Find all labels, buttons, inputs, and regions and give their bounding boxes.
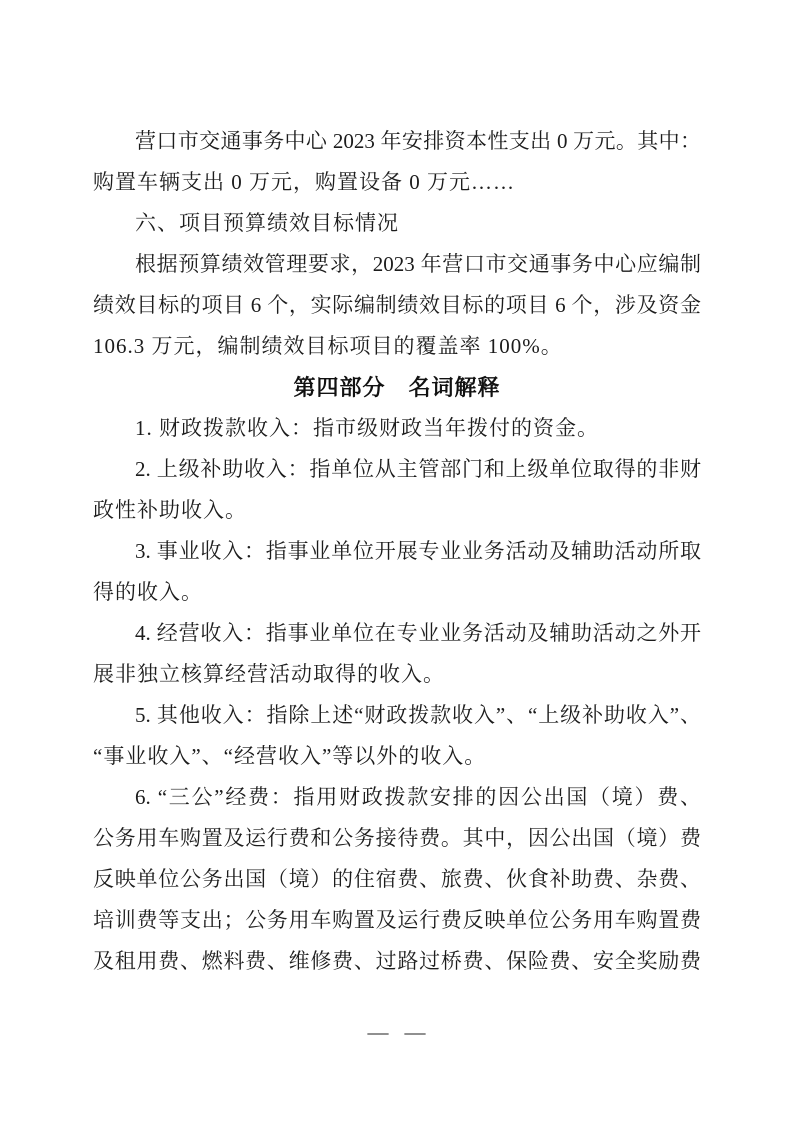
glossary-line: 培训费等支出；公务用车购置及运行费反映单位公务用车购置费 xyxy=(93,908,701,932)
section-heading: 第四部分 名词解释 xyxy=(293,375,501,400)
glossary-line: 1. 财政拨款收入：指市级财政当年拨付的资金。 xyxy=(135,416,599,440)
glossary-line: 及租用费、燃料费、维修费、过路过桥费、保险费、安全奖励费 xyxy=(93,949,701,973)
glossary-line: 反映单位公务出国（境）的住宿费、旅费、伙食补助费、杂费、 xyxy=(93,867,701,891)
glossary-line: 5. 其他收入：指除上述“财政拨款收入”、“上级补助收入”、 xyxy=(135,703,701,727)
glossary-line: 政性补助收入。 xyxy=(93,498,247,522)
glossary-line: 4. 经营收入：指事业单位在专业业务活动及辅助活动之外开 xyxy=(135,621,701,645)
page-number-dash-left: — xyxy=(367,1020,389,1044)
glossary-line: 得的收入。 xyxy=(93,580,203,604)
glossary-line: 2. 上级补助收入：指单位从主管部门和上级单位取得的非财 xyxy=(135,457,701,481)
glossary-line: 3. 事业收入：指事业单位开展专业业务活动及辅助活动所取 xyxy=(135,539,701,563)
page-number-dash-right: — xyxy=(404,1020,426,1044)
glossary-line: “事业收入”、“经营收入”等以外的收入。 xyxy=(93,744,487,768)
subsection-heading-line: 六、项目预算绩效目标情况 xyxy=(135,211,399,235)
page-number xyxy=(0,1018,793,1046)
glossary-line: 展非独立核算经营活动取得的收入。 xyxy=(93,662,445,686)
body-line: 绩效目标的项目 6 个，实际编制绩效目标的项目 6 个，涉及资金 xyxy=(93,293,701,317)
glossary-line: 6. “三公”经费：指用财政拨款安排的因公出国（境）费、 xyxy=(135,785,701,809)
glossary-line: 公务用车购置及运行费和公务接待费。其中，因公出国（境）费 xyxy=(93,826,701,850)
body-line: 根据预算绩效管理要求，2023 年营口市交通事务中心应编制 xyxy=(135,252,701,276)
body-line: 106.3 万元，编制绩效目标项目的覆盖率 100%。 xyxy=(93,334,563,358)
body-line: 营口市交通事务中心 2023 年安排资本性支出 0 万元。其中： xyxy=(135,129,701,153)
body-line: 购置车辆支出 0 万元，购置设备 0 万元…… xyxy=(93,170,515,194)
document-body xyxy=(93,121,701,982)
